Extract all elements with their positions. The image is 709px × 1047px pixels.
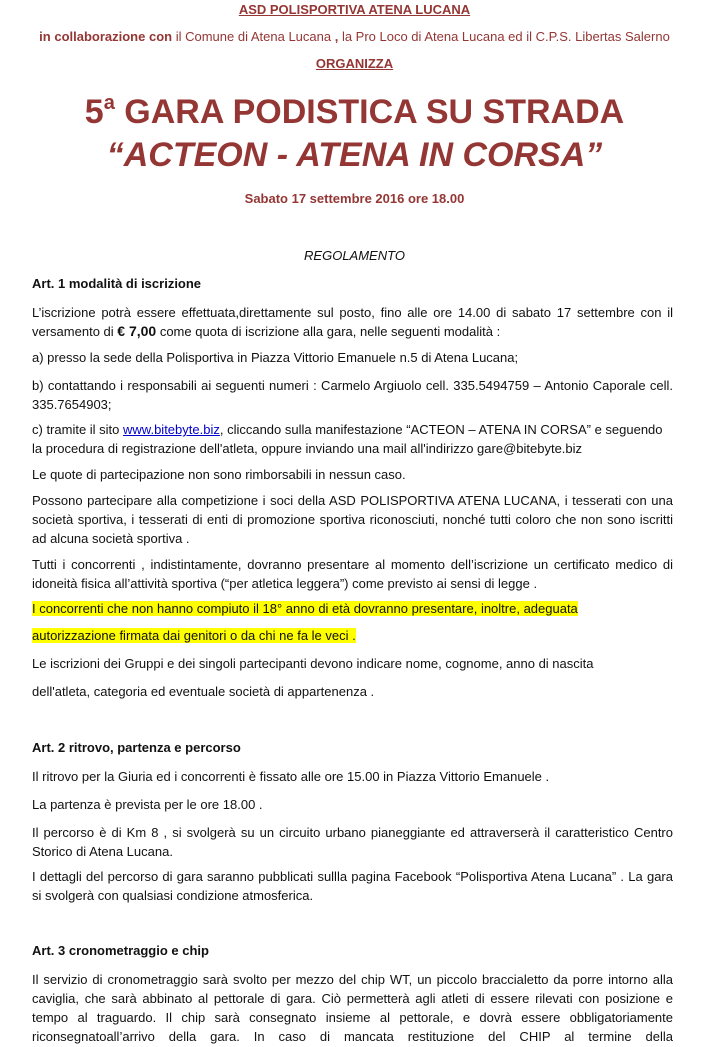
collaboration-line [0, 29, 709, 44]
bitebyte-link[interactable]: www.bitebyte.biz [123, 422, 220, 437]
art2-details: I dettagli del percorso di gara saranno pubblicati sullla pagina Facebook “Polisportiva Atena Lucana” . La gara si svolgerà con qualsiasi condizione atmosferica. [32, 869, 673, 903]
title-number: 5 [84, 93, 104, 131]
art1-price: € 7,00 [117, 323, 157, 339]
collab-prefix: in collaborazione con [39, 29, 176, 44]
regolamento-heading: REGOLAMENTO [304, 248, 405, 263]
art1-groups-line-2: dell'atleta, categoria ed eventuale società di appartenenza . [32, 684, 375, 699]
collab-partner-2: la Pro Loco di Atena Lucana ed il C.P.S. Libertas Salerno [341, 29, 670, 44]
organizza-label: ORGANIZZA [315, 56, 394, 71]
highlighted-text: autorizzazione firmata dai genitori o da chi ne fa le veci . [32, 628, 356, 643]
title-text: GARA PODISTICA SU STRADA [114, 93, 625, 131]
highlighted-text: I concorrenti che non hanno compiuto il 18° anno di età dovranno presentare, inoltre, adeguata [32, 601, 578, 616]
art1-item-c-text: c) tramite il sito [32, 422, 124, 437]
art1-groups-line-1: Le iscrizioni dei Gruppi e dei singoli partecipanti devono indicare nome, cognome, anno di nascita [32, 656, 594, 671]
art2-start: La partenza è prevista per le ore 18.00 . [32, 797, 263, 812]
collab-partner-1: il Comune di Atena Lucana [175, 29, 332, 44]
art1-registration-paragraph [32, 303, 673, 341]
art1-item-b: b) contattando i responsabili ai seguenti numeri : Carmelo Argiuolo cell. 335.5494759 – Antonio Caporale cell. 335.7654903; [32, 378, 673, 412]
title-ordinal: a [103, 92, 115, 114]
art1-minor-line-1 [32, 599, 673, 618]
event-title [0, 92, 709, 132]
collab-comma: , [331, 29, 342, 44]
art1-p1-text-end: come quota di iscrizione alla gara, nelle seguenti modalità : [156, 324, 501, 339]
art1-refund-note: Le quote di partecipazione non sono rimborsabili in nessun caso. [32, 467, 406, 482]
art1-heading: Art. 1 modalità di iscrizione [32, 276, 202, 291]
art2-route: Il percorso è di Km 8 , si svolgerà su un circuito urbano pianeggiante ed attraverserà il caratteristico Centro Storico di Atena Lucana. [32, 825, 673, 859]
art1-minor-line-2 [32, 626, 673, 645]
event-date: Sabato 17 settembre 2016 ore 18.00 [244, 191, 465, 206]
art2-meeting: Il ritrovo per la Giuria ed i concorrenti è fissato alle ore 15.00 in Piazza Vittorio Emanuele . [32, 769, 550, 784]
art1-item-c [32, 420, 668, 458]
art1-item-a: a) presso la sede della Polisportiva in Piazza Vittorio Emanuele n.5 di Atena Lucana; [32, 350, 519, 365]
event-subtitle: “ACTEON - ATENA IN CORSA” [106, 136, 603, 174]
art1-item-c-text-end: , cliccando sulla manifestazione “ACTEON – ATENA IN CORSA” e seguendo la procedura di registrazione dell'atleta, oppure inviando una mail all'indirizzo gare@bitebyte.biz [32, 422, 663, 456]
art3-timing-paragraph: Il servizio di cronometraggio sarà svolto per mezzo del chip WT, un piccolo braccialetto da porre intorno alla caviglia, che sarà abbinato al pettorale di gara. Ciò permetterà agli atleti di essere rilevati con posizione e tempo al traguardo. Il chip sarà consegnato insieme al pettorale, e dovrà essere obbligatoriamente riconsegnatoall’arrivo della gara. In caso di mancata restituzione del CHIP al termine della [32, 972, 673, 1044]
art1-eligibility-paragraph: Possono partecipare alla competizione i soci della ASD POLISPORTIVA ATENA LUCANA, i tesserati con una società sportiva, i tesserati di enti di promozione sportiva riconosciuti, nonché tutti coloro che non sono iscritti ad alcuna società sportiva . [32, 493, 673, 546]
art1-certificate-paragraph: Tutti i concorrenti , indistintamente, dovranno presentare al momento dell’iscrizione un certificato medico di idoneità fisica all’attività sportiva (“per atletica leggera”) come previsto ai sensi di legge . [32, 557, 673, 591]
art2-heading: Art. 2 ritrovo, partenza e percorso [32, 740, 241, 755]
art3-heading: Art. 3 cronometraggio e chip [32, 943, 209, 958]
organizer-name: ASD POLISPORTIVA ATENA LUCANA [238, 2, 471, 17]
art1-p1-text: L’iscrizione potrà essere effettuata,direttamente sul posto, fino alle ore 14.00 di sabato 17 settembre con il versamento di [32, 305, 673, 339]
